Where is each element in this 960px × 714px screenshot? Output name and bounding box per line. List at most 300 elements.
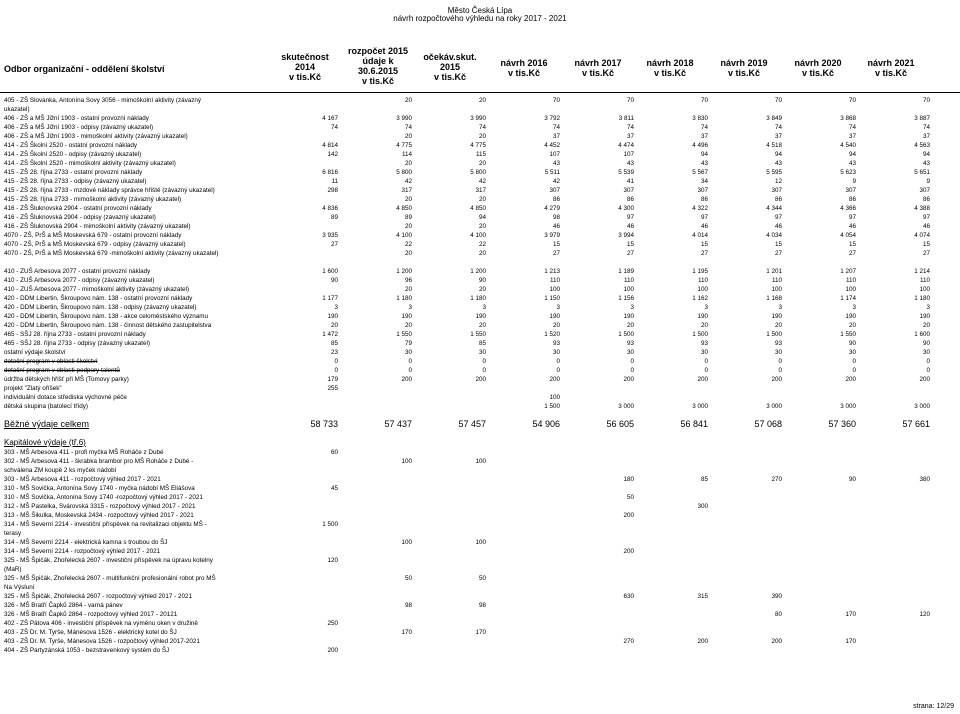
column-header-line: skutečnost (281, 52, 329, 62)
row-value: 86 (848, 196, 856, 203)
row-value: 1 180 (914, 295, 930, 302)
row-label: 4070 - ZŠ, PrŠ a MŠ Moskevská 679 - odpisy (závazný ukazatel) (4, 241, 186, 248)
row-label: 465 - SŠJ 28. října 2733 - odpisy (závazný ukazatel) (4, 340, 150, 347)
table-row (0, 393, 960, 402)
row-value: 100 (549, 394, 560, 401)
table-row (0, 285, 960, 294)
row-value: 3 (926, 304, 930, 311)
table-row (0, 186, 960, 195)
row-value: 200 (697, 638, 708, 645)
row-label: 416 - ZŠ Šluknovská 2904 - odpisy (závazný ukazatel) (4, 214, 156, 221)
table-row (0, 141, 960, 150)
table-row (0, 646, 960, 655)
table-row (0, 357, 960, 366)
row-value: 43 (922, 160, 930, 167)
row-value: 179 (327, 376, 338, 383)
row-label: 303 - MŠ Arbesova 411 - rozpočtový výhled 2017 - 2021 (4, 476, 161, 483)
row-value: 74 (552, 124, 560, 131)
row-value: 86 (922, 196, 930, 203)
row-value: 380 (919, 476, 930, 483)
table-row (0, 628, 960, 637)
row-value: 120 (327, 557, 338, 564)
row-value: 1 600 (914, 331, 930, 338)
column-header-line: 2015 (439, 62, 461, 72)
table-row (0, 583, 960, 592)
table-row (0, 437, 960, 448)
row-value: 46 (774, 223, 782, 230)
table-row (0, 484, 960, 493)
column-header-line: v tis.Kč (581, 68, 614, 78)
row-value: 46 (626, 223, 634, 230)
row-value: 74 (848, 124, 856, 131)
row-value: 37 (922, 133, 930, 140)
row-value: 307 (623, 187, 634, 194)
row-value: 86 (626, 196, 634, 203)
row-value: 3 (852, 304, 856, 311)
row-value: 298 (327, 187, 338, 194)
row-value: 89 (404, 214, 412, 221)
row-value: 200 (623, 376, 634, 383)
row-value: 30 (700, 349, 708, 356)
row-value: 0 (556, 358, 560, 365)
row-value: 200 (327, 647, 338, 654)
document-title: Město Česká Lípa (447, 6, 513, 15)
row-value: 1 500 (544, 403, 560, 410)
row-value: 74 (700, 124, 708, 131)
row-value: 0 (778, 358, 782, 365)
column-header-line: návrh 2021 (867, 58, 915, 68)
row-value: 74 (774, 124, 782, 131)
row-value: 97 (774, 214, 782, 221)
row-value: 85 (330, 340, 338, 347)
row-value: 300 (697, 503, 708, 510)
row-value: 37 (774, 133, 782, 140)
row-value: 1 472 (322, 331, 338, 338)
row-value: 20 (404, 196, 412, 203)
row-value: 20 (478, 322, 486, 329)
row-value: 100 (401, 458, 412, 465)
row-value: 34 (700, 178, 708, 185)
row-value: 107 (623, 151, 634, 158)
row-value: 190 (327, 313, 338, 320)
row-value: 190 (475, 313, 486, 320)
row-value: 94 (922, 151, 930, 158)
table-row (0, 240, 960, 249)
row-value: 317 (401, 187, 412, 194)
row-value: 37 (626, 133, 634, 140)
row-value: 15 (700, 241, 708, 248)
row-value: 46 (700, 223, 708, 230)
row-value: 1 174 (840, 295, 856, 302)
row-value: 20 (404, 250, 412, 257)
table-row (0, 493, 960, 502)
column-header-line: rozpočet 2015 (347, 46, 409, 56)
row-value: 20 (848, 322, 856, 329)
row-label: individuální dotace střediska výchovné péče (4, 394, 127, 401)
row-value: 1 162 (692, 295, 708, 302)
table-row (0, 520, 960, 529)
row-value: 20 (478, 133, 486, 140)
row-value: 0 (630, 358, 634, 365)
row-label: 410 - ZUŠ Arbesova 2077 - ostatní provozní náklady (4, 268, 151, 275)
table-row (0, 502, 960, 511)
row-value: 20 (552, 322, 560, 329)
row-value: 0 (778, 367, 782, 374)
column-header-line: v tis.Kč (288, 72, 321, 82)
row-value: 20 (404, 286, 412, 293)
row-value: 0 (704, 358, 708, 365)
row-value: 20 (478, 223, 486, 230)
row-value: 30 (922, 349, 930, 356)
row-value: 54 906 (532, 419, 560, 429)
row-value: 50 (478, 575, 486, 582)
row-value: 43 (848, 160, 856, 167)
row-value: 57 437 (384, 419, 412, 429)
row-value: 115 (475, 151, 486, 158)
row-value: 110 (845, 277, 856, 284)
row-value: 100 (475, 539, 486, 546)
total-row (0, 417, 960, 431)
row-label: 465 - SŠJ 28. října 2733 - ostatní provozní náklady (4, 331, 146, 338)
row-value: 3 000 (618, 403, 634, 410)
row-value: 22 (404, 241, 412, 248)
row-label: údržba dětských hřišť při MŠ (Tomovy parky) (4, 376, 129, 383)
column-header (268, 52, 342, 82)
table-row (0, 475, 960, 484)
column-header (341, 46, 415, 86)
row-value: 22 (478, 241, 486, 248)
row-value: 50 (626, 494, 634, 501)
row-value: 0 (482, 367, 486, 374)
row-value: 250 (327, 620, 338, 627)
row-label: Na Výsluní (4, 584, 35, 591)
table-row (0, 538, 960, 547)
row-label: 310 - MŠ Sovička, Antonína Sovy 1740 -rozpočtový výhled 2017 - 2021 (4, 494, 203, 501)
row-value: 5 800 (396, 169, 412, 176)
row-value: 70 (848, 97, 856, 104)
row-value: 74 (330, 124, 338, 131)
row-value: 3 887 (914, 115, 930, 122)
row-value: 30 (774, 349, 782, 356)
row-value: 307 (549, 187, 560, 194)
row-value: 4 775 (396, 142, 412, 149)
row-value: 12 (774, 178, 782, 185)
row-value: 190 (401, 313, 412, 320)
row-value: 37 (552, 133, 560, 140)
row-value: 45 (330, 485, 338, 492)
row-value: 70 (700, 97, 708, 104)
row-value: 74 (626, 124, 634, 131)
row-value: 90 (330, 277, 338, 284)
row-value: 5 539 (618, 169, 634, 176)
row-value: 42 (478, 178, 486, 185)
column-header-line: návrh 2019 (720, 58, 768, 68)
row-value: 3 (778, 304, 782, 311)
row-value: 27 (774, 250, 782, 257)
row-label: dotační program v oblasti podpory talentů (4, 367, 120, 374)
row-value: 4 814 (322, 142, 338, 149)
row-value: 56 841 (680, 419, 708, 429)
row-label: 403 - ZŠ Dr. M. Tyrše, Mánesova 1526 - rozpočtový výhled 2017-2021 (4, 638, 200, 645)
row-value: 4 850 (396, 205, 412, 212)
row-value: 170 (845, 638, 856, 645)
row-value: 1 201 (766, 268, 782, 275)
row-value: 97 (700, 214, 708, 221)
table-row (0, 303, 960, 312)
row-label: 415 - ZŠ 28. října 2733 - odpisy (závazný ukazatel) (4, 178, 147, 185)
row-value: 0 (408, 367, 412, 374)
row-value: 1 213 (544, 268, 560, 275)
row-value: 94 (478, 214, 486, 221)
table-row (0, 321, 960, 330)
row-label: 4070 - ZŠ, PrŠ a MŠ Moskevská 679 - ostatní provozní náklady (4, 232, 182, 239)
row-value: 20 (626, 322, 634, 329)
row-label: 404 - ZŠ Partyzánská 1053 - bezstravenkový systém do ŠJ (4, 647, 170, 654)
row-value: 27 (700, 250, 708, 257)
table-row (0, 529, 960, 538)
row-value: 20 (404, 97, 412, 104)
row-value: 1 500 (766, 331, 782, 338)
row-value: 180 (623, 476, 634, 483)
row-value: 42 (404, 178, 412, 185)
row-label: terasy (4, 530, 22, 537)
row-value: 23 (330, 349, 338, 356)
table-row (0, 339, 960, 348)
row-value: 97 (848, 214, 856, 221)
row-value: 3 994 (618, 232, 634, 239)
row-value: 4 054 (840, 232, 856, 239)
row-value: 100 (549, 286, 560, 293)
row-value: 1 520 (544, 331, 560, 338)
row-label: 416 - ZŠ Šluknovská 2904 - ostatní provozní náklady (4, 205, 152, 212)
row-value: 86 (552, 196, 560, 203)
table-row (0, 601, 960, 610)
table-row (0, 294, 960, 303)
row-label: 325 - MŠ Špičák, Zhořelecká 2607 - investiční příspěvek na úpravu kotelny (4, 557, 213, 564)
row-value: 307 (845, 187, 856, 194)
row-value: 96 (404, 277, 412, 284)
row-value: 1 550 (840, 331, 856, 338)
row-value: 86 (700, 196, 708, 203)
row-label: Kapitálové výdaje (tř.6) (4, 438, 86, 447)
table-row (0, 366, 960, 375)
row-value: 4 518 (766, 142, 782, 149)
row-value: 3 935 (322, 232, 338, 239)
row-value: 3 000 (840, 403, 856, 410)
row-value: 43 (700, 160, 708, 167)
row-label: 325 - MŠ Špičák, Zhořelecká 2607 - multifunkční profesionální robot pro MŠ (4, 575, 216, 582)
row-value: 20 (478, 97, 486, 104)
row-label: projekt "Zlatý oříšek" (4, 385, 62, 392)
row-value: 107 (549, 151, 560, 158)
row-value: 15 (626, 241, 634, 248)
row-value: 100 (697, 286, 708, 293)
row-value: 94 (700, 151, 708, 158)
row-value: 0 (630, 367, 634, 374)
row-value: 100 (771, 286, 782, 293)
row-value: 93 (774, 340, 782, 347)
row-value: 79 (404, 340, 412, 347)
row-value: 3 000 (766, 403, 782, 410)
row-value: 307 (919, 187, 930, 194)
row-value: 3 990 (396, 115, 412, 122)
row-value: 11 (331, 178, 338, 185)
row-value: 100 (475, 458, 486, 465)
row-value: 70 (922, 97, 930, 104)
row-value: 100 (623, 286, 634, 293)
row-value: 1 189 (618, 268, 634, 275)
row-value: 97 (626, 214, 634, 221)
row-value: 4 474 (618, 142, 634, 149)
table-row (0, 267, 960, 276)
row-value: 3 990 (470, 115, 486, 122)
table-row (0, 466, 960, 475)
row-value: 74 (404, 124, 412, 131)
row-value: 110 (623, 277, 634, 284)
row-value: 317 (475, 187, 486, 194)
column-header-line: návrh 2018 (646, 58, 694, 68)
row-value: 30 (404, 349, 412, 356)
row-value: 56 605 (606, 419, 634, 429)
row-value: 30 (626, 349, 634, 356)
table-row (0, 168, 960, 177)
row-label: 326 - MŠ Bratří Čapků 2864 - rozpočtový výhled 2017 - 20121 (4, 611, 178, 618)
row-label: 314 - MŠ Severní 2214 - rozpočtový výhled 2017 - 2021 (4, 548, 161, 555)
row-label: 415 - ZŠ 28. října 2733 - mzdové náklady správce hřiště (závazný ukazatel) (4, 187, 215, 194)
column-header-line: v tis.Kč (727, 68, 760, 78)
row-label: schválena ZM koupě 2 ks myček nádobí (4, 467, 117, 474)
row-value: 1 195 (692, 268, 708, 275)
row-label: (MaR) (4, 566, 22, 573)
row-value: 20 (404, 322, 412, 329)
row-value: 3 830 (692, 115, 708, 122)
row-value: 90 (922, 340, 930, 347)
row-value: 42 (552, 178, 560, 185)
row-label: 303 - MŠ Arbesova 411 - profi myčka MŠ Roháče z Dubé (4, 449, 164, 456)
row-value: 307 (697, 187, 708, 194)
row-value: 57 068 (754, 419, 782, 429)
row-value: 20 (478, 196, 486, 203)
row-value: 60 (330, 449, 338, 456)
row-value: 190 (623, 313, 634, 320)
row-label: 403 - ZŠ Dr. M. Tyrše, Mánesova 1526 - elektrický kotel do ŠJ (4, 629, 177, 636)
row-value: 200 (475, 376, 486, 383)
row-value: 6 816 (322, 169, 338, 176)
row-value: 200 (919, 376, 930, 383)
row-value: 200 (845, 376, 856, 383)
row-value: 1 177 (322, 295, 338, 302)
row-value: 94 (774, 151, 782, 158)
row-label: 314 - MŠ Severní 2214 - investiční příspěvek na revitalizaci objektu MŠ - (4, 521, 207, 528)
row-value: 3 792 (544, 115, 560, 122)
row-value: 85 (478, 340, 486, 347)
row-value: 4 836 (322, 205, 338, 212)
row-value: 4 850 (470, 205, 486, 212)
table-row (0, 565, 960, 574)
row-value: 0 (704, 367, 708, 374)
table-row (0, 123, 960, 132)
row-value: 200 (401, 376, 412, 383)
row-value: 27 (330, 241, 338, 248)
row-value: 190 (845, 313, 856, 320)
row-value: 20 (700, 322, 708, 329)
column-header-line: návrh 2017 (574, 58, 622, 68)
row-value: 27 (922, 250, 930, 257)
column-header-line: 2014 (294, 62, 316, 72)
row-value: 0 (852, 367, 856, 374)
column-header-line: 30.6.2015 (357, 66, 399, 76)
column-header-line: v tis.Kč (361, 76, 394, 86)
row-label: 420 - DDM Libertin, Škroupovo nám. 138 - akce celoměstského významu (4, 313, 209, 320)
row-value: 3 811 (618, 115, 634, 122)
row-value: 0 (334, 367, 338, 374)
row-label: 406 - ZŠ a MŠ Jižní 1903 - ostatní provozní náklady (4, 115, 149, 122)
row-value: 90 (478, 277, 486, 284)
row-value: 15 (774, 241, 782, 248)
row-value: 1 180 (470, 295, 486, 302)
row-label: 420 - DDM Libertin, Škroupovo nám. 138 - činnost dětského zastupitelstva (4, 322, 212, 329)
row-value: 3 (556, 304, 560, 311)
row-value: 5 595 (766, 169, 782, 176)
row-label: ostatní výdaje školství (4, 349, 66, 356)
row-value: 30 (552, 349, 560, 356)
row-value: 170 (845, 611, 856, 618)
row-value: 190 (697, 313, 708, 320)
row-value: 1 168 (766, 295, 782, 302)
row-value: 3 000 (914, 403, 930, 410)
row-value: 1 180 (396, 295, 412, 302)
column-header (633, 58, 707, 78)
row-value: 200 (771, 638, 782, 645)
row-value: 80 (774, 611, 782, 618)
row-value: 4 322 (692, 205, 708, 212)
row-value: 255 (327, 385, 338, 392)
row-value: 50 (404, 575, 412, 582)
row-label: 312 - MŠ Pastelka, Svárovská 3315 - rozpočtový výhled 2017 - 2021 (4, 503, 196, 510)
row-label: dětská skupina (batolecí třídy) (4, 403, 88, 410)
row-value: 0 (556, 367, 560, 374)
row-value: 4 279 (544, 205, 560, 212)
row-value: 0 (852, 358, 856, 365)
row-value: 270 (623, 638, 634, 645)
row-value: 1 550 (470, 331, 486, 338)
row-label: 326 - MŠ Bratří Čapků 2864 - varná pánev (4, 602, 123, 609)
row-value: 46 (848, 223, 856, 230)
column-header-line: údaje k (362, 56, 394, 66)
table-row (0, 150, 960, 159)
row-value: 4 100 (396, 232, 412, 239)
row-label: 410 - ZUŠ Arbesova 2077 - mimoškolní aktivity (závazný ukazatel) (4, 286, 190, 293)
row-value: 43 (552, 160, 560, 167)
row-value: 70 (774, 97, 782, 104)
column-header (854, 58, 928, 78)
row-value: 46 (552, 223, 560, 230)
row-value: 142 (327, 151, 338, 158)
table-header (0, 40, 960, 93)
row-value: 93 (700, 340, 708, 347)
row-value: 89 (330, 214, 338, 221)
row-value: 630 (623, 593, 634, 600)
column-header (413, 52, 487, 82)
row-value: 170 (475, 629, 486, 636)
table-row (0, 448, 960, 457)
row-value: 110 (919, 277, 930, 284)
row-value: 1 150 (544, 295, 560, 302)
row-value: 190 (771, 313, 782, 320)
table-row (0, 231, 960, 240)
row-value: 20 (330, 322, 338, 329)
row-label: 402 - ZŠ Pátova 406 - investiční příspěvek na výměnu oken v družině (4, 620, 198, 627)
